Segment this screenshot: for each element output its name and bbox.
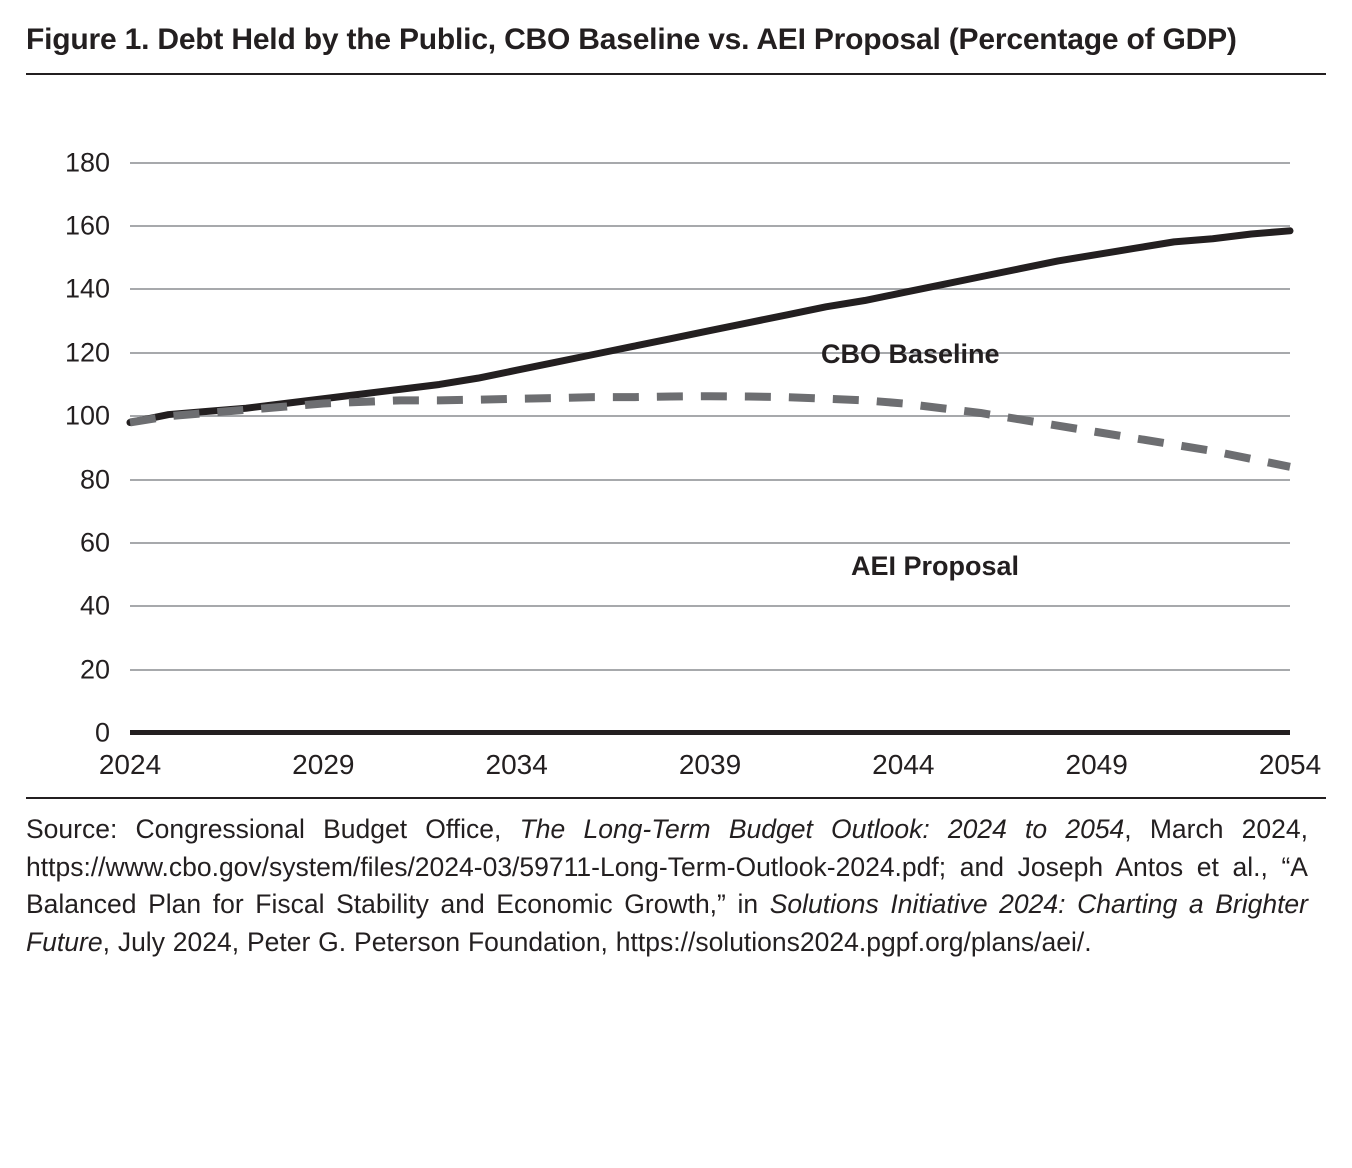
source-mid-2: , July 2024, Peter G. Peterson Foundation, https://solutions2024.pgpf.org/plans/aei/. — [102, 926, 1092, 957]
x-axis-tick-label: 2039 — [678, 749, 742, 780]
y-axis-tick-label: 40 — [79, 590, 110, 621]
title-divider — [26, 73, 1326, 75]
source-italic-title-2: Solutions Initiative 2024: Charting a Brighter Future — [26, 889, 1308, 957]
source-note — [26, 811, 1308, 962]
x-axis-tick-label: 2044 — [872, 749, 935, 780]
x-axis-tick-label: 2029 — [292, 749, 355, 780]
chart-container — [26, 81, 1326, 791]
series-label-aei: AEI Proposal — [851, 551, 1020, 581]
x-axis-tick-label: 2024 — [98, 749, 162, 780]
x-axis-tick-label: 2054 — [1258, 749, 1322, 780]
x-axis-line — [130, 730, 1290, 735]
source-italic-title-1: The Long-Term Budget Outlook: 2024 to 2054 — [519, 814, 1125, 844]
y-axis-tick-label: 120 — [64, 337, 110, 368]
y-axis-tick-label: 160 — [64, 210, 110, 241]
y-axis-tick-label: 80 — [79, 464, 110, 495]
y-axis-tick-label: 140 — [64, 273, 110, 304]
y-axis-tick-label: 100 — [64, 400, 110, 431]
series-label-cbo: CBO Baseline — [821, 339, 1000, 369]
series-lines — [130, 131, 1290, 733]
y-axis-tick-label: 180 — [64, 147, 110, 178]
page-title: Figure 1. Debt Held by the Public, CBO Baseline vs. AEI Proposal (Percentage of GDP) — [26, 23, 1237, 56]
aei-proposal-line — [130, 396, 1290, 467]
y-axis-tick-label: 0 — [94, 717, 110, 748]
source-mid-1: , March 2024, https://www.cbo.gov/system/files/2024-03/59711-Long-Term-Outlook-2024.pdf; and Joseph Antos et al., “A Balanced Plan for Fiscal Stability and Economic Growth,” in — [26, 814, 1308, 920]
plot-area — [130, 131, 1290, 733]
y-axis-tick-label: 20 — [79, 654, 110, 685]
figure-page — [0, 20, 1352, 1168]
source-prefix: Source: Congressional Budget Office, — [26, 814, 520, 844]
x-axis-tick-label: 2034 — [485, 749, 548, 780]
x-axis-tick-label: 2049 — [1065, 749, 1128, 780]
source-divider — [26, 797, 1326, 799]
y-axis-tick-label: 60 — [79, 527, 110, 558]
